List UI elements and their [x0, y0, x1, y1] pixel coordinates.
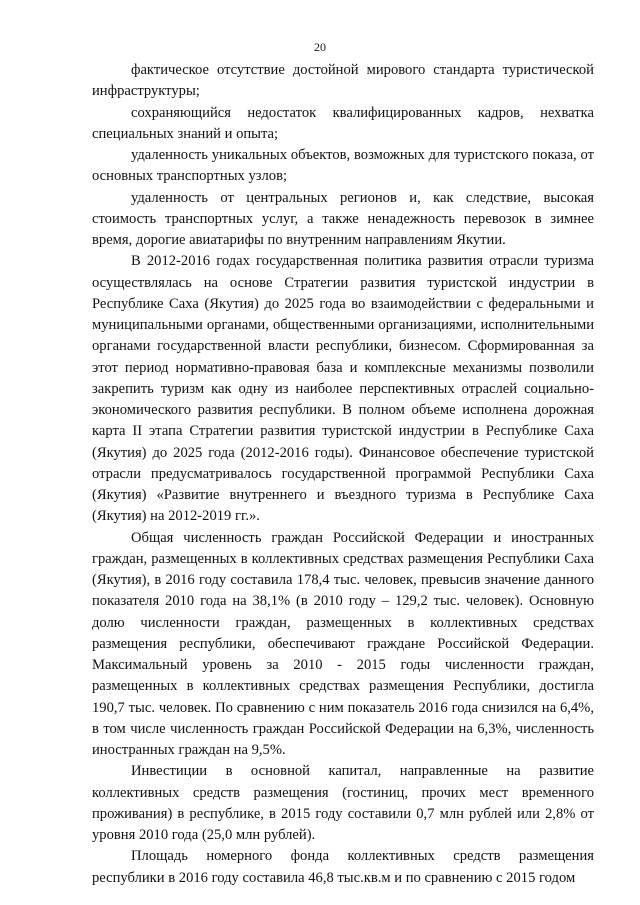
page-number: 20	[314, 40, 326, 54]
body-text	[92, 60, 594, 889]
paragraph-remote-objects: удаленность уникальных объектов, возможных для туристского показа, от основных транспортных узлов;	[92, 147, 594, 185]
paragraph-investments: Инвестиции в основной капитал, направленные на развитие коллективных средств размещения (гостиниц, прочих мест временного проживания) в республике, в 2015 году составили 0,7 млн рублей или 2,8% от уровня 2010 года (25,0 млн рублей).	[92, 763, 594, 843]
paragraph-room-area: Площадь номерного фонда коллективных средств размещения республики в 2016 году составила 46,8 тыс.кв.м и по сравнению с 2015 годом	[92, 848, 594, 886]
paragraph-staff-shortage: сохраняющийся недостаток квалифицированных кадров, нехватка специальных знаний и опыта;	[92, 104, 594, 142]
paragraph-state-policy: В 2012-2016 годах государственная политика развития отрасли туризма осуществлялась на основе Стратегии развития туристской индустрии в Республике Саха (Якутия) до 2025 года во взаимодействии с федеральными и муниципальными органами, общественными организациями, исполнительными органами государственной власти республики, бизнесом. Сформированная за этот период нормативно-правовая база и комплексные механизмы позволили закрепить туризм как одну из наиболее перспективных отраслей социально-экономического развития республики. В полном объеме исполнена дорожная карта II этапа Стратегии развития туристской индустрии в Республике Саха (Якутия) до 2025 года (2012-2016 годы). Финансовое обеспечение туристской отрасли предусматривалось государственной программой Республики Саха (Якутия) «Развитие внутреннего и въездного туризма в Республике Саха (Якутия) на 2012-2019 гг.».	[92, 253, 594, 525]
paragraph-accommodation-stats: Общая численность граждан Российской Федерации и иностранных граждан, размещенных в коллективных средствах размещения Республики Саха (Якутия), в 2016 году составила 178,4 тыс. человек, превысив значение данного показателя 2010 года на 38,1% (в 2010 году – 129,2 тыс. человек). Основную долю численности граждан, размещенных в коллективных средствах размещения республики, обеспечивают граждане Российской Федерации. Максимальный уровень за 2010 - 2015 годы численности граждан, размещенных в коллективных средствах размещения Республики, достигла 190,7 тыс. человек. По сравнению с ним показатель 2016 года снизился на 6,4%, в том числе численность граждан Российской Федерации на 6,3%, численность иностранных граждан на 9,5%.	[92, 529, 594, 758]
paragraph-infrastructure: фактическое отсутствие достойной мирового стандарта туристической инфраструктуры;	[92, 62, 594, 100]
paragraph-remote-regions: удаленность от центральных регионов и, как следствие, высокая стоимость транспортных услуг, а также ненадежность перевозок в зимнее время, дорогие авиатарифы по внутренним направлениям Якутии.	[92, 189, 594, 248]
